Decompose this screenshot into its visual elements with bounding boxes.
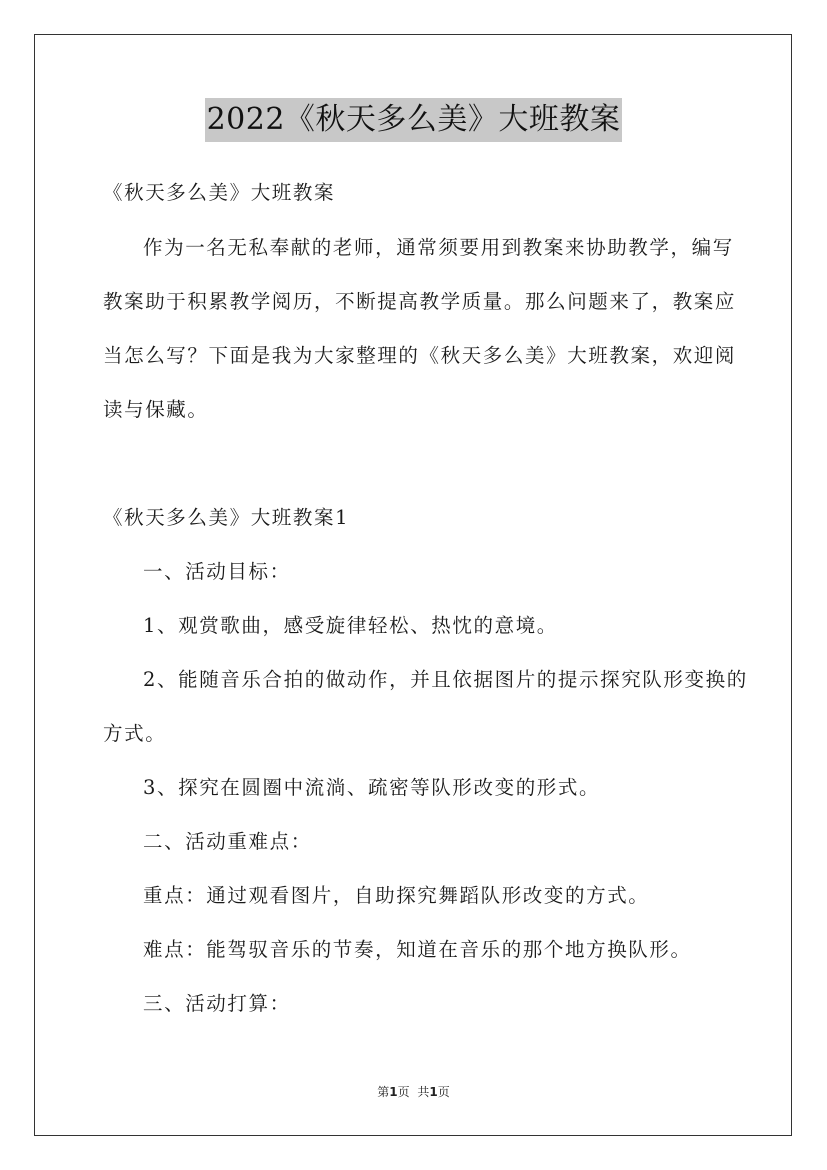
total-pages: 1 (429, 1085, 438, 1099)
section-heading: 《秋天多么美》大班教案1 (103, 506, 350, 529)
document-subtitle: 《秋天多么美》大班教案 (103, 181, 336, 204)
body-line: 3、探究在圆圈中流淌、疏密等队形改变的形式。 (143, 776, 601, 799)
body-line: 重点：通过观看图片，自助探究舞蹈队形改变的方式。 (143, 884, 650, 907)
body-line: 三、活动打算： (143, 992, 291, 1015)
intro-line: 作为一名无私奉献的老师，通常须要用到教案来协助教学，编写 (143, 236, 734, 259)
page-suffix: 页 (397, 1085, 410, 1099)
page-prefix: 第 (377, 1085, 390, 1099)
body-line: 一、活动目标： (143, 560, 291, 583)
page-number: 1 (389, 1085, 398, 1099)
body-line: 方式。 (103, 722, 167, 745)
intro-line: 当怎么写？下面是我为大家整理的《秋天多么美》大班教案，欢迎阅 (103, 344, 737, 367)
intro-line: 读与保藏。 (103, 398, 209, 421)
document-title: 2022《秋天多么美》大班教案 (205, 98, 623, 142)
title-container (0, 98, 827, 142)
body-line: 1、观赏歌曲，感受旋律轻松、热忱的意境。 (143, 614, 558, 637)
body-line: 2、能随音乐合拍的做动作，并且依据图片的提示探究队形变换的 (143, 668, 748, 691)
page-footer (0, 1083, 827, 1100)
body-line: 二、活动重难点： (143, 830, 312, 853)
total-prefix: 共 (417, 1085, 430, 1099)
intro-line: 教案助于积累教学阅历，不断提高教学质量。那么问题来了，教案应 (103, 290, 737, 313)
total-suffix: 页 (437, 1085, 450, 1099)
body-line: 难点：能驾驭音乐的节奏，知道在音乐的那个地方换队形。 (143, 938, 692, 961)
